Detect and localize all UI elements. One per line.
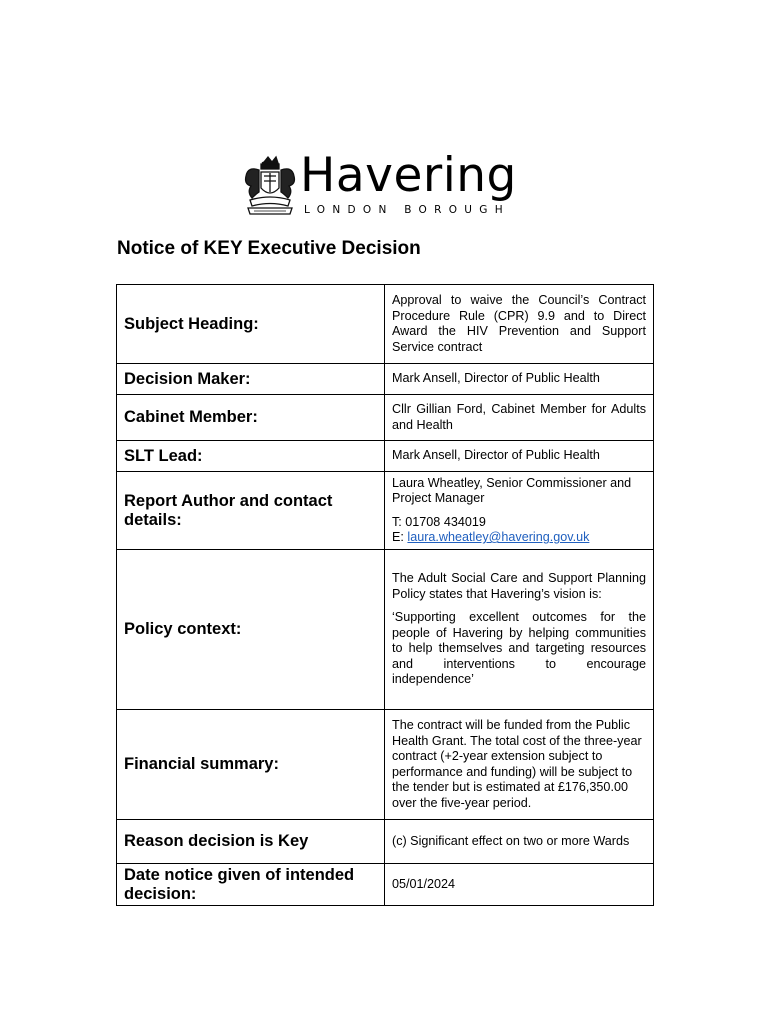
- table-row-financial: [117, 710, 654, 820]
- coat-of-arms-icon: [242, 154, 298, 216]
- cabinet-member-label: Cabinet Member:: [117, 395, 385, 441]
- reason-label: Reason decision is Key: [117, 820, 385, 864]
- table-row-date: [117, 864, 654, 906]
- cabinet-member-value: Cllr Gillian Ford, Cabinet Member for Adults and Health: [385, 395, 654, 441]
- table-row-slt-lead: [117, 441, 654, 472]
- policy-paragraph-1: The Adult Social Care and Support Planning Policy states that Havering’s vision is:: [392, 571, 646, 601]
- financial-summary-value: The contract will be funded from the Public Health Grant. The total cost of the three-year contract (+2-year extension subject to performance and funding) will be subject to the tender but is estimated at £176,350.00 over the five-year period.: [385, 710, 654, 820]
- report-author-value: [385, 472, 654, 550]
- report-author-label: Report Author and contact details:: [117, 472, 385, 550]
- policy-context-label: Policy context:: [117, 550, 385, 710]
- date-notice-value: 05/01/2024: [385, 864, 654, 906]
- table-row-reason: [117, 820, 654, 864]
- decision-table: [116, 284, 654, 906]
- reason-value: (c) Significant effect on two or more Wards: [385, 820, 654, 864]
- policy-context-value: [385, 550, 654, 710]
- report-author-name: Laura Wheatley, Senior Commissioner and Project Manager: [392, 475, 632, 505]
- logo-wordmark: Havering: [300, 148, 517, 203]
- report-author-contact: [392, 515, 646, 546]
- decision-maker-label: Decision Maker:: [117, 364, 385, 395]
- policy-paragraph-2: ‘Supporting excellent outcomes for the people of Havering by helping communities to help themselves and targeting resources and interventions to encourage independence’: [392, 610, 646, 687]
- table-row-subject: [117, 285, 654, 364]
- table-row-decision-maker: [117, 364, 654, 395]
- subject-heading-value: Approval to waive the Council’s Contract Procedure Rule (CPR) 9.9 and to Direct Award the HIV Prevention and Support Service contract: [385, 285, 654, 364]
- table-row-cabinet-member: [117, 395, 654, 441]
- email-prefix: E:: [392, 530, 408, 544]
- table-row-policy: [117, 550, 654, 710]
- table-row-report-author: [117, 472, 654, 550]
- subject-heading-label: Subject Heading:: [117, 285, 385, 364]
- date-notice-label: Date notice given of intended decision:: [117, 864, 385, 906]
- decision-maker-value: Mark Ansell, Director of Public Health: [385, 364, 654, 395]
- author-email-link[interactable]: laura.wheatley@havering.gov.uk: [407, 530, 590, 544]
- page-title: Notice of KEY Executive Decision: [117, 238, 421, 259]
- slt-lead-value: Mark Ansell, Director of Public Health: [385, 441, 654, 472]
- havering-logo: [242, 148, 532, 222]
- financial-summary-label: Financial summary:: [117, 710, 385, 820]
- logo-subtitle: LONDON BOROUGH: [304, 204, 510, 216]
- report-author-phone: T: 01708 434019: [392, 514, 486, 529]
- slt-lead-label: SLT Lead:: [117, 441, 385, 472]
